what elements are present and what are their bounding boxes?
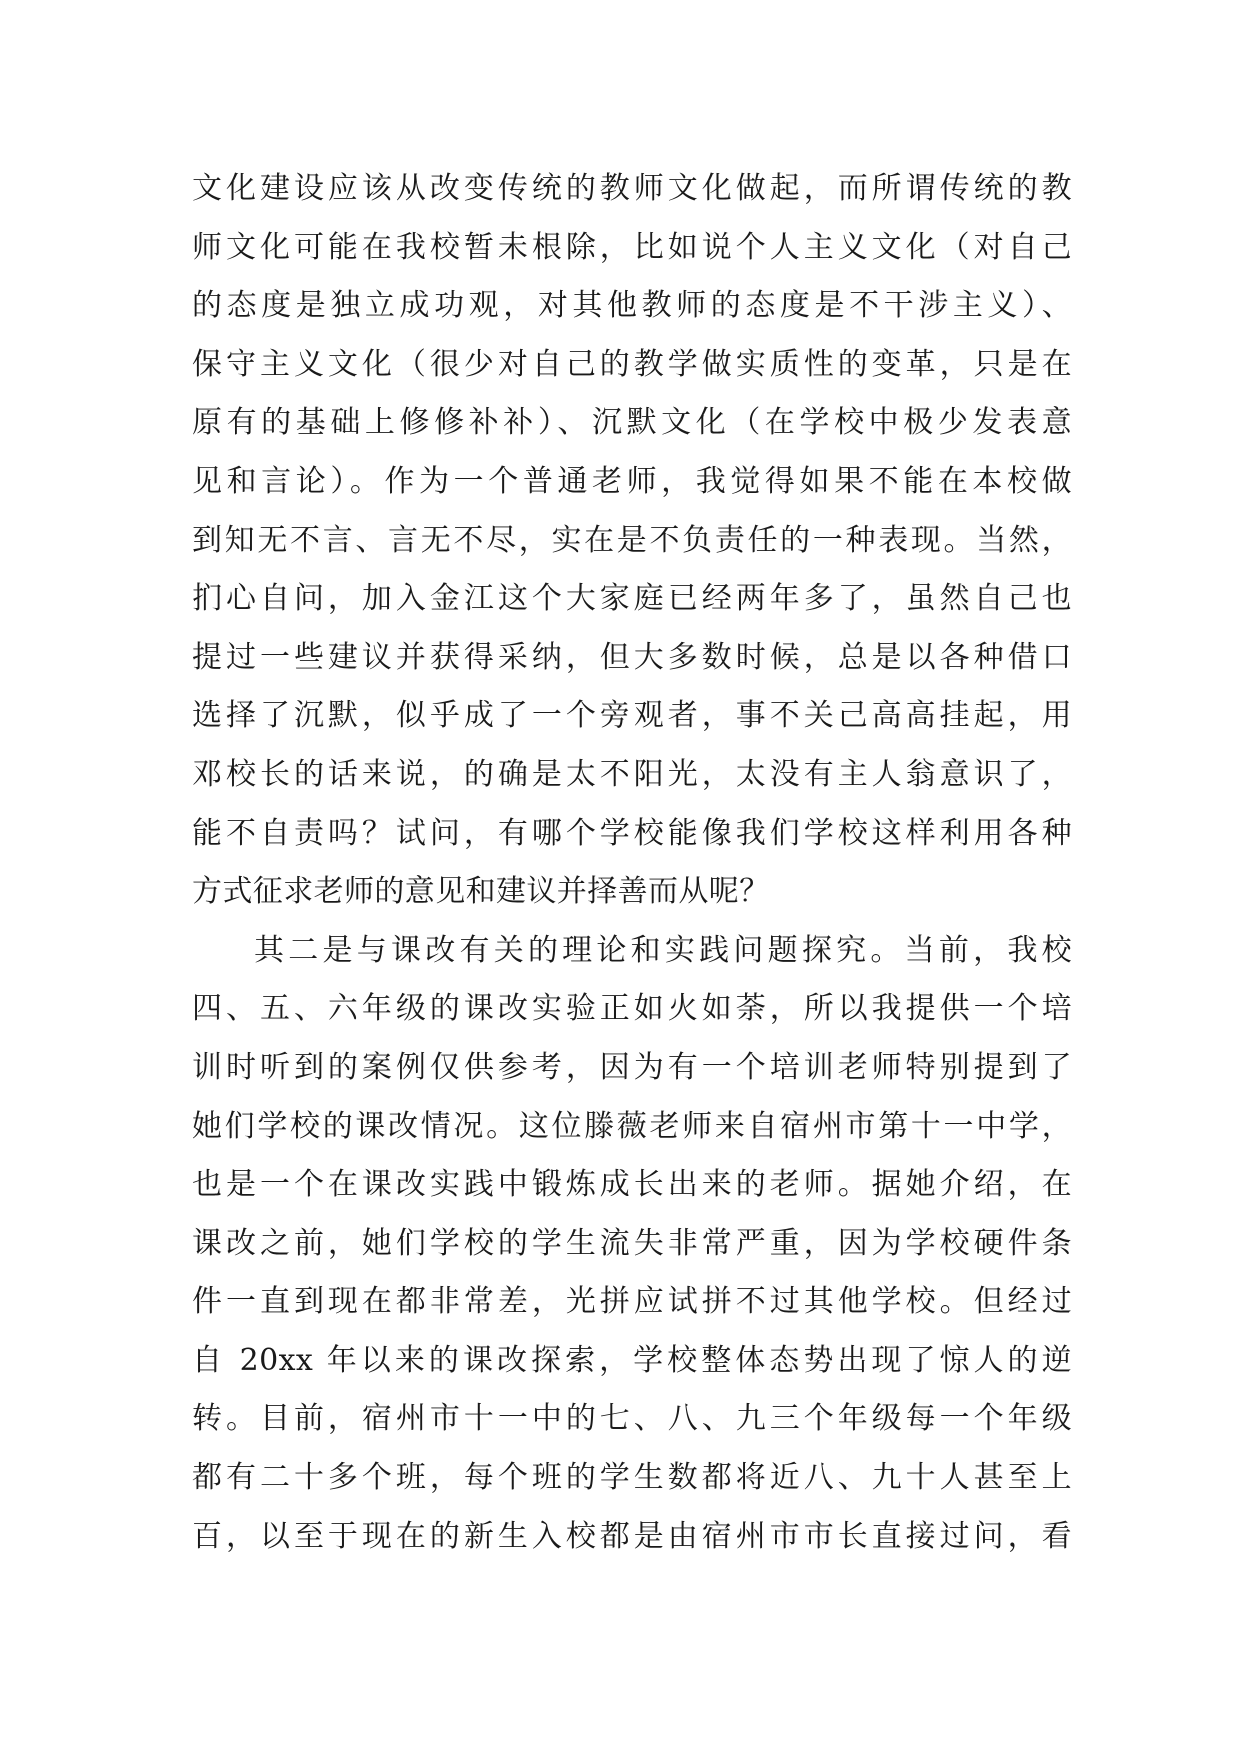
text-line: 原有的基础上修修补补）、沉默文化（在学校中极少发表意 bbox=[192, 405, 1072, 441]
body-text bbox=[192, 160, 1072, 1566]
text-line: 百，以至于现在的新生入校都是由宿州市市长直接过问，看 bbox=[192, 1518, 1072, 1554]
text-line: 课改之前，她们学校的学生流失非常严重，因为学校硬件条 bbox=[192, 1225, 1072, 1261]
text-line: 保守主义文化（很少对自己的教学做实质性的变革，只是在 bbox=[192, 346, 1072, 382]
text-line: 她们学校的课改情况。这位滕薇老师来自宿州市第十一中学， bbox=[192, 1108, 1072, 1144]
text-line: 转。目前，宿州市十一中的七、八、九三个年级每一个年级 bbox=[192, 1401, 1072, 1437]
text-line: 师文化可能在我校暂未根除，比如说个人主义文化（对自己 bbox=[192, 229, 1072, 265]
text-line: 训时听到的案例仅供参考，因为有一个培训老师特别提到了 bbox=[192, 1049, 1072, 1085]
text-line: 文化建设应该从改变传统的教师文化做起，而所谓传统的教 bbox=[192, 171, 1072, 206]
text-line: 选择了沉默，似乎成了一个旁观者，事不关己高高挂起，用 bbox=[192, 698, 1072, 734]
text-line: 见和言论）。作为一个普通老师，我觉得如果不能在本校做 bbox=[192, 463, 1072, 499]
text-line: 能不自责吗？试问，有哪个学校能像我们学校这样利用各种 bbox=[192, 815, 1072, 851]
text-line: 的态度是独立成功观，对其他教师的态度是不干涉主义）、 bbox=[192, 288, 1072, 324]
text-line: 到知无不言、言无不尽，实在是不负责任的一种表现。当然， bbox=[192, 522, 1072, 558]
text-line: 自 20xx 年以来的课改探索，学校整体态势出现了惊人的逆 bbox=[192, 1342, 1072, 1378]
text-line: 扪心自问，加入金江这个大家庭已经两年多了，虽然自己也 bbox=[192, 581, 1072, 617]
paragraph-end-line: 方式征求老师的意见和建议并择善而从呢？ bbox=[192, 874, 770, 910]
text-line: 提过一些建议并获得采纳，但大多数时候，总是以各种借口 bbox=[192, 639, 1072, 675]
text-line: 件一直到现在都非常差，光拼应试拼不过其他学校。但经过 bbox=[192, 1284, 1072, 1320]
text-line: 都有二十多个班，每个班的学生数都将近八、九十人甚至上 bbox=[192, 1460, 1072, 1496]
text-line: 也是一个在课改实践中锻炼成长出来的老师。据她介绍，在 bbox=[192, 1167, 1072, 1203]
text-line: 邓校长的话来说，的确是太不阳光，太没有主人翁意识了， bbox=[192, 756, 1072, 792]
text-line: 四、五、六年级的课改实验正如火如荼，所以我提供一个培 bbox=[192, 991, 1072, 1027]
paragraph-start-line: 其二是与课改有关的理论和实践问题探究。当前，我校 bbox=[254, 932, 1072, 968]
